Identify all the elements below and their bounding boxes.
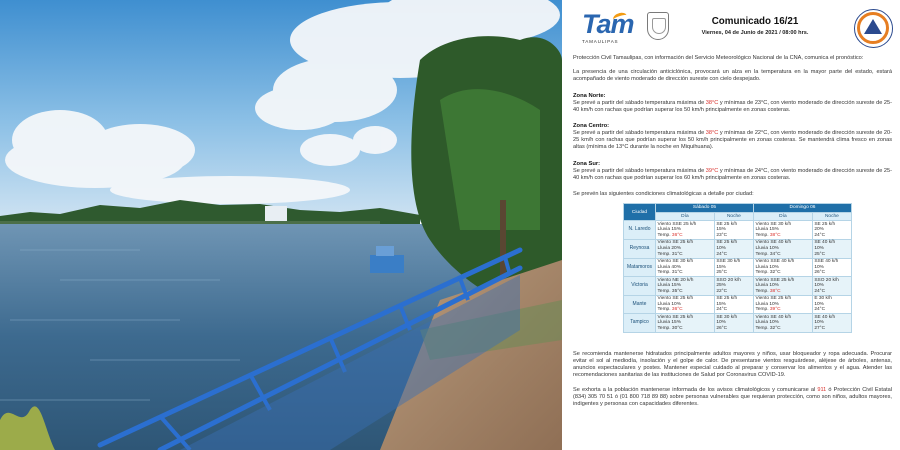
communique-date: Viernes, 04 de Junio de 2021 / 08:00 hrs. bbox=[701, 30, 809, 36]
forecast-line: Temp. 31°C bbox=[657, 251, 683, 257]
forecast-line: Temp. 38°C bbox=[755, 233, 781, 238]
forecast-line: Lluvia 15% bbox=[755, 227, 779, 233]
forecast-line: E 30 k/h bbox=[814, 296, 832, 302]
summary-text: La presencia de una circulación anticiclónica, provocará un alza en la temperatura en la mayor parte del estado, estará acompañado de viento moderado de dirección sureste con cielo despejado. bbox=[573, 69, 892, 83]
recommendations-text: Se recomienda mantenerse hidratados principalmente adultos mayores y niños, usar bloqueador y ropa adecuada. Procurar evitar el sol al mediodía, insolación y el golpe de calor. De presentarse vientos resguárdese, aléjese de árboles, antenas, anuncios espectaculares y postes. Mantener especial cuidado al preparar y conservar los alimentos y el agua. Atender las recomendaciones sanitarias de las instituciones de Salud por Coronavirus COVID-19. bbox=[573, 350, 892, 379]
forecast-line: 24°C bbox=[716, 307, 728, 313]
period-header: Noche bbox=[714, 212, 753, 221]
forecast-cell bbox=[753, 239, 812, 258]
day-header: Sábado 05 bbox=[656, 204, 754, 213]
forecast-line: Lluvia 40% bbox=[657, 264, 681, 270]
forecast-cell bbox=[656, 295, 715, 314]
intro-text: Protección Civil Tamaulipas, con información del Servicio Meteorológico Nacional de la CNA, comunica el pronóstico: bbox=[573, 55, 864, 61]
zone-text: Se prevé a partir del sábado temperatura máxima de 38°C y mínimas de 23°C, con viento moderado de dirección sureste de 25-40 km/h con rachas que podrían superar los 50 km/h principalmente en zonas costeras. bbox=[573, 99, 892, 113]
forecast-line: Temp. 35°C bbox=[657, 288, 683, 294]
forecast-line: 15% bbox=[716, 301, 726, 307]
forecast-line: Lluvia 10% bbox=[755, 301, 779, 307]
forecast-line: 24°C bbox=[716, 251, 728, 257]
period-header: Noche bbox=[812, 212, 851, 221]
city-cell: Matamoros bbox=[624, 258, 656, 277]
forecast-line: Viento SE 25 k/h bbox=[657, 296, 694, 302]
forecast-line: 25°C bbox=[716, 270, 728, 276]
communique-title: Comunicado 16/21 bbox=[711, 16, 799, 27]
day-header: Domingo 06 bbox=[753, 204, 851, 213]
communique-heading bbox=[687, 16, 823, 36]
forecast-cell bbox=[714, 239, 753, 258]
forecast-cell bbox=[812, 295, 851, 314]
zone-centro bbox=[573, 123, 892, 152]
hot-temp: 38°C bbox=[769, 288, 781, 294]
max-temp: 38°C bbox=[705, 99, 719, 106]
forecast-cell bbox=[714, 295, 753, 314]
forecast-line: Viento SE 30 k/h bbox=[657, 258, 694, 264]
hot-temp: 38°C bbox=[769, 233, 781, 238]
forecast-cell bbox=[753, 258, 812, 277]
forecast-line: SSE 30 k/h bbox=[716, 258, 741, 264]
hot-temp: 39°C bbox=[769, 307, 781, 313]
bulletin-document bbox=[562, 0, 900, 450]
forecast-line: Lluvia 10% bbox=[755, 320, 779, 326]
forecast-cell bbox=[656, 277, 715, 296]
tamaulipas-logo bbox=[582, 11, 642, 47]
forecast-cell bbox=[812, 314, 851, 333]
table-row bbox=[624, 314, 852, 333]
forecast-line: 25°C bbox=[814, 251, 826, 257]
period-header: Día bbox=[753, 212, 812, 221]
forecast-cell bbox=[656, 239, 715, 258]
forecast-line: Temp. 32°C bbox=[755, 325, 781, 331]
forecast-line: Lluvia 10% bbox=[755, 283, 779, 289]
zone-title: Zona Norte: bbox=[573, 92, 606, 99]
forecast-cell bbox=[753, 314, 812, 333]
city-cell: N. Laredo bbox=[624, 221, 656, 240]
forecast-line: Viento SE 25 k/h bbox=[657, 314, 694, 320]
forecast-line: Temp. 39°C bbox=[755, 307, 781, 313]
forecast-line: Lluvia 10% bbox=[755, 264, 779, 270]
forecast-line: Temp. 32°C bbox=[755, 270, 781, 276]
table-row bbox=[624, 258, 852, 277]
forecast-table bbox=[623, 203, 852, 333]
forecast-line: 24°C bbox=[814, 307, 826, 313]
forecast-line: 10% bbox=[716, 245, 726, 251]
city-cell: Mante bbox=[624, 295, 656, 314]
logo-word: Tam bbox=[582, 9, 634, 39]
forecast-line: SSO 20 k/h bbox=[716, 277, 741, 283]
forecast-line: Lluvia 15% bbox=[657, 227, 681, 233]
forecast-line: Viento SE 25 k/h bbox=[657, 240, 694, 246]
forecast-line: Lluvia 15% bbox=[657, 320, 681, 326]
forecast-cell bbox=[812, 258, 851, 277]
forecast-line: 22°C bbox=[716, 288, 728, 294]
forecast-line: 10% bbox=[814, 320, 824, 326]
forecast-line: Viento SE 25 k/h bbox=[755, 296, 792, 302]
forecast-cell bbox=[812, 239, 851, 258]
zone-text: Se prevé a partir del sábado temperatura máxima de 39°C y mínimas de 24°C, con viento moderado de dirección sureste de 25-40 km/h con rachas que podrían superar los 60 km/h principalmente en zonas costeras. bbox=[573, 167, 892, 181]
forecast-line: Temp. 36°C bbox=[657, 233, 683, 238]
hot-temp: 36°C bbox=[671, 307, 683, 313]
proteccion-civil-logo-icon bbox=[854, 9, 893, 48]
forecast-line: 24°C bbox=[814, 288, 826, 294]
forecast-line: 15% bbox=[716, 227, 726, 233]
forecast-line: SE 25 k/h bbox=[814, 221, 836, 227]
forecast-cell bbox=[812, 277, 851, 296]
forecast-line: Temp. 31°C bbox=[657, 270, 683, 276]
city-column-header: Ciudad bbox=[624, 204, 656, 221]
forecast-line: Temp. 38°C bbox=[755, 288, 781, 294]
forecast-line: 15% bbox=[716, 264, 726, 270]
forecast-line: 27°C bbox=[814, 325, 826, 331]
forecast-cell bbox=[812, 221, 851, 240]
max-temp: 39°C bbox=[705, 167, 719, 174]
forecast-line: 10% bbox=[814, 283, 824, 289]
forecast-line: Temp. 34°C bbox=[755, 251, 781, 257]
forecast-line: 10% bbox=[814, 301, 824, 307]
zone-sur bbox=[573, 161, 892, 182]
forecast-cell bbox=[656, 314, 715, 333]
city-cell: Victoria bbox=[624, 277, 656, 296]
zone-title: Zona Centro: bbox=[573, 123, 610, 130]
hot-temp: 36°C bbox=[671, 233, 683, 238]
forecast-line: SSE 40 k/h bbox=[814, 258, 839, 264]
forecast-line: Viento SE 40 k/h bbox=[755, 240, 792, 246]
forecast-line: SE 40 k/h bbox=[814, 240, 836, 246]
forecast-cell bbox=[714, 258, 753, 277]
forecast-line: Lluvia 20% bbox=[657, 245, 681, 251]
forecast-cell bbox=[753, 295, 812, 314]
city-cell: Tampico bbox=[624, 314, 656, 333]
forecast-line: 26°C bbox=[716, 325, 728, 331]
forecast-line: 24°C bbox=[814, 233, 826, 238]
forecast-line: 10% bbox=[814, 245, 824, 251]
forecast-cell bbox=[656, 221, 715, 240]
forecast-line: Lluvia 15% bbox=[657, 283, 681, 289]
forecast-cell bbox=[656, 258, 715, 277]
table-row bbox=[624, 277, 852, 296]
forecast-line: SE 25 k/h bbox=[716, 221, 738, 227]
zone-title: Zona Sur: bbox=[573, 160, 601, 167]
table-row bbox=[624, 239, 852, 258]
forecast-table-body bbox=[624, 221, 852, 332]
forecast-cell bbox=[714, 314, 753, 333]
forecast-line: 26°C bbox=[814, 270, 826, 276]
max-temp: 38°C bbox=[705, 130, 719, 137]
forecast-cell bbox=[753, 277, 812, 296]
emergency-number: 911 bbox=[817, 386, 827, 393]
forecast-line: Viento SE 40 k/h bbox=[755, 314, 792, 320]
closing-text: Se exhorta a la población mantenerse informada de los avisos climatológicos y comunicarse al 911 ó Protección Civil Estatal (834) 305 70 51 ó (01 800 718 89 88) sobre personas vulnerables que requieran protección, como son niños, adultos mayores, indigentes y personas con capacidades diferentes. bbox=[573, 386, 893, 408]
state-seal-icon bbox=[647, 12, 669, 40]
city-cell: Reynosa bbox=[624, 239, 656, 258]
forecast-cell bbox=[753, 221, 812, 240]
forecast-line: 10% bbox=[716, 320, 726, 326]
forecast-line: 20% bbox=[814, 227, 824, 233]
zone-text: Se prevé a partir del sábado temperatura máxima de 38°C y mínimas de 22°C, con viento moderado de dirección sureste de 20-25 km/h con rachas que podrían superar los 50 km/h principalmente en zonas costeras. Se mantendrá clima fresco en zonas altas (mínima de 13°C durante la noche en Miquihuana). bbox=[573, 130, 892, 151]
forecast-line: Viento SSE 25 k/h bbox=[657, 221, 697, 227]
zone-norte bbox=[573, 93, 892, 114]
forecast-line: SE 40 k/h bbox=[814, 314, 836, 320]
forecast-line: Temp. 36°C bbox=[657, 307, 683, 313]
forecast-line: 10% bbox=[814, 264, 824, 270]
forecast-cell bbox=[714, 277, 753, 296]
logo-subtitle: TAMAULIPAS bbox=[582, 39, 619, 44]
table-intro: Se prevén las siguientes condiciones climatológicas a detalle por ciudad: bbox=[573, 191, 754, 198]
table-row bbox=[624, 295, 852, 314]
period-header: Día bbox=[656, 212, 715, 221]
forecast-line: SE 30 k/h bbox=[716, 314, 738, 320]
forecast-line: Temp. 30°C bbox=[657, 325, 683, 331]
forecast-line: Viento SSE 25 k/h bbox=[755, 277, 795, 283]
forecast-line: Viento NE 20 k/h bbox=[657, 277, 694, 283]
forecast-line: 25% bbox=[716, 283, 726, 289]
forecast-line: Lluvia 10% bbox=[755, 245, 779, 251]
forecast-line: Lluvia 10% bbox=[657, 301, 681, 307]
forecast-line: SE 25 k/h bbox=[716, 296, 738, 302]
forecast-cell bbox=[714, 221, 753, 240]
forecast-line: SE 25 k/h bbox=[716, 240, 738, 246]
forecast-line: SSO 20 k/h bbox=[814, 277, 839, 283]
bulletin-header bbox=[573, 0, 892, 50]
forecast-line: 23°C bbox=[716, 233, 728, 238]
forecast-line: Viento SE 30 k/h bbox=[755, 221, 792, 227]
forecast-line: Viento SSE 40 k/h bbox=[755, 258, 795, 264]
table-row bbox=[624, 221, 852, 240]
